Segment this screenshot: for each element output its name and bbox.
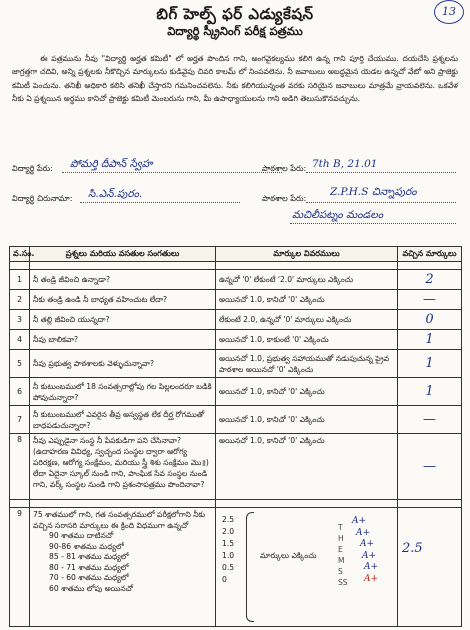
- row-mark[interactable]: —: [398, 290, 462, 310]
- subject-letter: S: [338, 567, 343, 576]
- row-criteria: అయినచో 1.0, ప్రభుత్వ సహాయముతో నడుపుచున్న ప్రైవ పాఠశాల అయినచో '0' ఎక్కించు: [216, 350, 398, 378]
- row-mark[interactable]: 2: [398, 270, 462, 290]
- table-row: [10, 378, 462, 406]
- row-mark[interactable]: 0: [398, 310, 462, 330]
- row-number: 2: [10, 290, 30, 310]
- row-mark[interactable]: 1: [398, 378, 462, 406]
- row-mark[interactable]: —: [398, 434, 462, 500]
- score-value: 2.0: [222, 527, 235, 536]
- class-value[interactable]: 7th B, 21.01: [312, 158, 378, 170]
- brace-icon: [246, 512, 254, 622]
- handwritten-grade: A+: [356, 527, 371, 538]
- school-value[interactable]: Z.P.H.S చిన్నాపురం: [330, 186, 417, 198]
- subject-letters: [338, 522, 348, 588]
- spacer-row: [10, 262, 462, 270]
- form-subtitle: విద్యార్థి స్క్రీనింగ్ పరీక్ష పత్రము: [167, 24, 303, 38]
- row-question: నీవు ఎప్పుడైనా సంస్థ నీ పేపకుడిగా పని చేసినావా? (ఉదాహరణ వివిధ్య, స్వచ్ఛంద సంస్థల ద్వారా ఆరోగ్య పరిరక్షణ, ఆరోగ్య సంక్షేమం, మరియు స్త్రీ శిశు సంక్షేమం మొ॥) లేదా ఏదైనా స్కూల్ నుండి గాని, పాంఘిక సేవ సంస్థల నుండి గాని, వర్క్ సంస్థల నుండి గాని ప్రశంసాపత్రము పొందినావా?: [30, 434, 216, 500]
- school-line: [306, 202, 456, 203]
- subject-letter: SS: [338, 578, 348, 587]
- table-row: [10, 290, 462, 310]
- screening-table: [9, 246, 462, 627]
- score-value: 1.0: [222, 551, 235, 560]
- row-criteria: అయినచో 1.0, కానిచో '0' ఎక్కించు: [216, 290, 398, 310]
- header-sno: వ.సం.: [10, 247, 30, 262]
- row-question-grades: [30, 508, 216, 627]
- row-mark[interactable]: —: [398, 406, 462, 434]
- row-mark-grades[interactable]: [398, 508, 462, 627]
- address-label: విద్యార్థి చిరునామా:: [12, 194, 73, 203]
- row-criteria: అయినచో 1.0, కానిచో '0' ఎక్కించు: [216, 378, 398, 406]
- subject-letter: E: [338, 545, 343, 554]
- grade-range: 85 - 81 శాతము మధ్యలో: [49, 552, 129, 561]
- brace-label: మార్కులు ఎక్కించు: [260, 551, 317, 560]
- class-label: పాఠశాల పేరు:: [262, 164, 307, 173]
- row-mark[interactable]: 1: [398, 350, 462, 378]
- handwritten-grade: A+: [362, 550, 377, 561]
- header-marks: వచ్చిన మార్కులు: [398, 247, 462, 262]
- spacer-row: [10, 500, 462, 508]
- subject-letter: T: [338, 523, 343, 532]
- row-question: నీకు తండ్రి ఉండి నీ బాధ్యత వహించుట లేదా?: [30, 290, 216, 310]
- score-value: 0.5: [222, 563, 235, 572]
- handwritten-grade: A+: [364, 573, 379, 584]
- score-list: [222, 514, 234, 586]
- row-question: నీ తల్లి జీవించి యున్నదా?: [30, 310, 216, 330]
- row-criteria: అయినచో 1.0, కానిచో '0' ఎక్కించు: [216, 434, 398, 500]
- handwritten-grade: A+: [364, 562, 379, 572]
- table-row: [10, 406, 462, 434]
- row-number: 6: [10, 378, 30, 406]
- grade-ranges: [33, 531, 212, 594]
- instructions-paragraph: ఈ పత్రమును నీవు "విద్యార్థి అర్హత కమిటీ" లో అర్హత పొందిన గాని, అంగవైకల్యము కలిగి ఉన్న గాని పూర్తి చేయుము. దయచేసి ప్రశ్నలను జాగ్రత్తగా చదివి, అన్ని ప్రశ్నలకు నీకొచ్చిన మార్కులను కుడివైపు చివరి కాలమ్ లో నింపవలెను. నీ జవాబులు అబద్ధమైన యెడల ఉన్నచో వేటో అని ప్రాజెక్టు కమిటీ పెంచును. తనిఖీ అధికారి కలిసి తనిఖీ చేస్తారని గమనించవలెను. నీకు కలిగియున్నంత వరకు సరియైన జవాబులు మాత్రమే వ్రాయవలెను. ఒకవేళ నీకు ఏ ప్రశ్నయిన అర్థము కానిచో ప్రాజెక్టు కమిటీ మెంబరును గాని, మీ ఉపాధ్యాయులను గాని అడిగి తెలుసుకొనవచ్చును.: [12, 54, 458, 104]
- table-row: [10, 310, 462, 330]
- handwritten-grade: A+: [360, 539, 375, 549]
- grade-range: 90-86 శాతము మధ్యలో: [49, 541, 124, 551]
- row-number: 1: [10, 270, 30, 290]
- row-question: నీ తండ్రి జీవించి ఉన్నాడా?: [30, 270, 216, 290]
- row-mark[interactable]: 1: [398, 330, 462, 350]
- row-criteria: అయినచో 1.0, కాకుంటే '0' ఎక్కించు: [216, 330, 398, 350]
- row-number: 3: [10, 310, 30, 330]
- row-question: నీవు ప్రభుత్వ పాఠశాలకు వెళ్ళుచున్నావా?: [30, 350, 216, 378]
- subject-letter: H: [338, 534, 344, 543]
- row-criteria: లేకుంటే 2.0, ఉన్నచో '0' మార్కులు ఎక్కించు: [216, 310, 398, 330]
- row-criteria: ఉన్నచో '0' లేకుంటే '2.0' మార్కులు ఎక్కించు: [216, 270, 398, 290]
- subject-letter: M: [338, 556, 345, 565]
- mandal-value[interactable]: మచిలీపట్నం మండలం: [292, 209, 384, 221]
- row-criteria-grades: [216, 508, 398, 627]
- grade-range: 90 శాతము దాటినచో: [49, 531, 114, 540]
- table-row-grades: [10, 508, 462, 627]
- row-number: 7: [10, 406, 30, 434]
- handwritten-grades: [352, 516, 378, 585]
- grade-range: 80 - 71 శాతము మధ్యలో: [49, 562, 129, 572]
- row-number: 8: [10, 434, 30, 500]
- table-header-row: [10, 247, 462, 262]
- row-number: 4: [10, 330, 30, 350]
- grade-range: 70 - 60 శాతము మధ్యలో: [49, 573, 129, 582]
- grades-question-text: 75 శాతములో గాని, గత సంవత్సరములో పరీక్షలోగాని నీకు వచ్చిన సరాసరి మార్కులు ఈ క్రింది విధముగా ఉన్నచో: [33, 510, 206, 530]
- handwritten-grade: A+: [352, 516, 367, 526]
- header-criteria: మార్కుల వివరములు: [216, 247, 398, 262]
- student-name-value[interactable]: పోమర్తి దీపాన్ స్వేహ: [70, 158, 153, 170]
- grade-mark-value[interactable]: 2.5: [402, 541, 423, 556]
- address-value[interactable]: సి.ఎన్.పురం.: [88, 188, 143, 200]
- page-number: 13: [434, 0, 464, 24]
- row-question: నీ కుటుంబములో ఎవరైన తీవ్ర అస్వస్థత లేక దీర్ఘ రోగముతో బాధపడుచున్నారా?: [30, 406, 216, 434]
- row-number: 9: [10, 508, 30, 627]
- header-question: ప్రశ్నలు మరియు వసతుల సంగతులు: [30, 247, 216, 262]
- form-title: బిగ్ హెల్ప్ ఫర్ ఎడ్యుకేషన్: [156, 5, 314, 23]
- score-value: 0: [222, 575, 227, 584]
- table-row: [10, 350, 462, 378]
- student-name-label: విద్యార్థి పేరు:: [12, 164, 53, 173]
- school-label: పాఠశాల పేరు:: [262, 194, 307, 203]
- score-value: 2.5: [222, 515, 235, 524]
- row-question: నీ కుటుంబములో 18 సంవత్సరాల్లోపు గల పిల్లలందరూ బడికి పోవుచున్నారా?: [30, 378, 216, 406]
- row-criteria: అయినచో 1.0, కానిచో '0' ఎక్కించు: [216, 406, 398, 434]
- row-question: నీవు బాలికవా?: [30, 330, 216, 350]
- score-value: 1.5: [222, 539, 235, 548]
- table-row: [10, 270, 462, 290]
- table-row: [10, 330, 462, 350]
- class-line: [306, 172, 456, 173]
- table-row: [10, 434, 462, 500]
- grade-range: 60 శాతము లోపు అయినచో: [49, 583, 134, 593]
- row-number: 5: [10, 350, 30, 378]
